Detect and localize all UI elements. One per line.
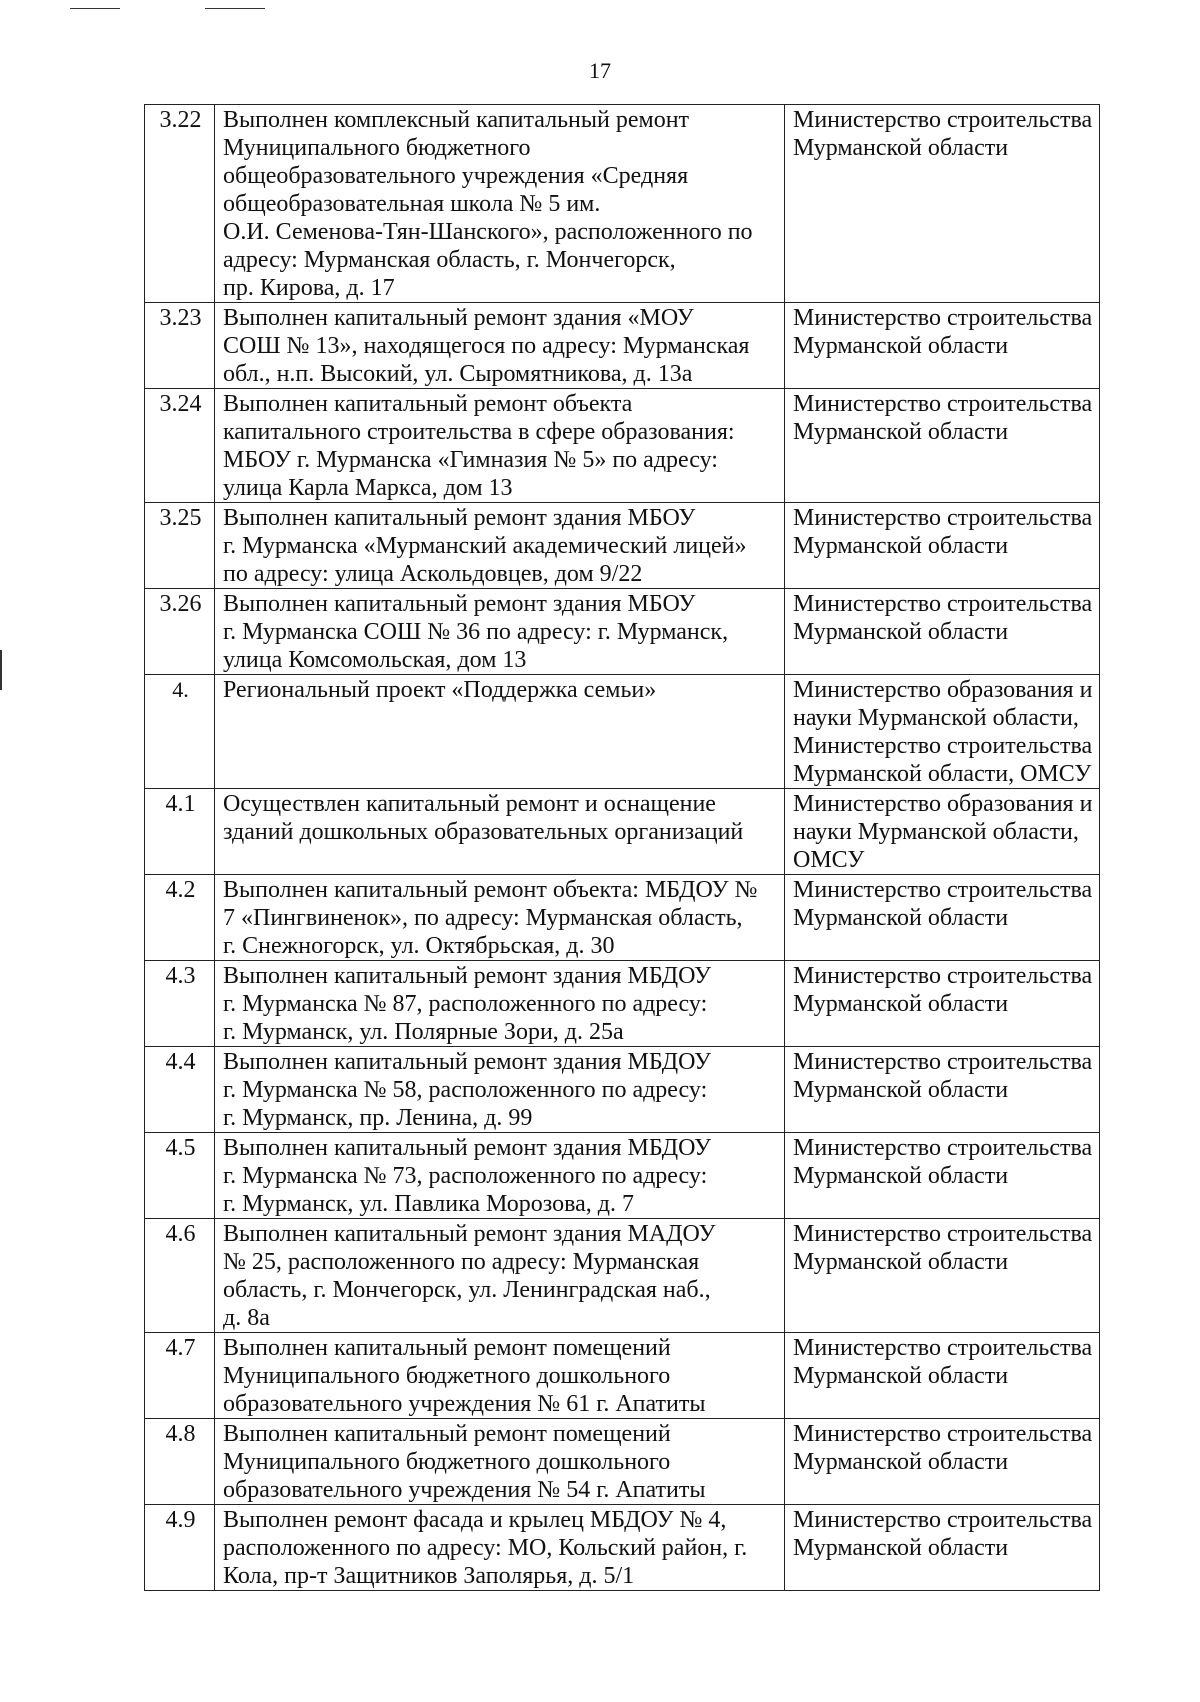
responsible-line: Министерство образования и bbox=[793, 677, 1093, 703]
description-line: Муниципального бюджетного дошкольного bbox=[223, 1449, 671, 1475]
table-row bbox=[145, 1219, 1100, 1333]
row-description bbox=[215, 303, 785, 389]
scan-line-top bbox=[205, 8, 265, 9]
description-line: 7 «Пингвиненок», по адресу: Мурманская область, bbox=[223, 905, 743, 931]
description-line: образовательного учреждения № 54 г. Апатиты bbox=[223, 1477, 706, 1503]
description-line: г. Мурманска № 73, расположенного по адресу: bbox=[223, 1163, 708, 1189]
description-line: г. Мурманска СОШ № 36 по адресу: г. Мурманск, bbox=[223, 619, 729, 645]
responsible-line: Мурманской области bbox=[793, 135, 1009, 161]
row-number: 4.3 bbox=[145, 961, 215, 1047]
description-line: г. Мурманска № 58, расположенного по адресу: bbox=[223, 1077, 708, 1103]
row-number: 4.2 bbox=[145, 875, 215, 961]
row-number: 4.7 bbox=[145, 1333, 215, 1419]
row-description bbox=[215, 1133, 785, 1219]
responsible-line: Мурманской области bbox=[793, 533, 1009, 559]
responsible-line: Мурманской области bbox=[793, 991, 1009, 1017]
responsible-line: Министерство строительства bbox=[793, 391, 1093, 417]
description-line: расположенного по адресу: МО, Кольский район, г. bbox=[223, 1535, 748, 1561]
description-line: по адресу: улица Аскольдовцев, дом 9/22 bbox=[223, 561, 643, 587]
description-line: г. Мурманска № 87, расположенного по адресу: bbox=[223, 991, 708, 1017]
row-description bbox=[215, 1219, 785, 1333]
description-line: г. Снежногорск, ул. Октябрьская, д. 30 bbox=[223, 933, 615, 959]
table-row bbox=[145, 875, 1100, 961]
row-responsible bbox=[785, 789, 1100, 875]
description-line: МБОУ г. Мурманска «Гимназия № 5» по адресу: bbox=[223, 447, 718, 473]
table-body bbox=[145, 105, 1100, 1591]
row-responsible bbox=[785, 675, 1100, 789]
description-line: СОШ № 13», находящегося по адресу: Мурманская bbox=[223, 333, 750, 359]
responsible-line: науки Мурманской области, bbox=[793, 705, 1079, 731]
description-line: пр. Кирова, д. 17 bbox=[223, 275, 395, 301]
row-description bbox=[215, 875, 785, 961]
row-number: 4.5 bbox=[145, 1133, 215, 1219]
responsible-line: Мурманской области bbox=[793, 1249, 1009, 1275]
row-responsible bbox=[785, 389, 1100, 503]
row-description bbox=[215, 961, 785, 1047]
table-row bbox=[145, 105, 1100, 303]
description-line: капитального строительства в сфере образования: bbox=[223, 419, 735, 445]
row-description bbox=[215, 389, 785, 503]
description-line: общеобразовательная школа № 5 им. bbox=[223, 191, 601, 217]
row-responsible bbox=[785, 1419, 1100, 1505]
responsible-line: Мурманской области bbox=[793, 1163, 1009, 1189]
responsible-line: Мурманской области bbox=[793, 905, 1009, 931]
row-number: 3.24 bbox=[145, 389, 215, 503]
responsible-line: Министерство строительства bbox=[793, 1221, 1093, 1247]
description-line: Муниципального бюджетного bbox=[223, 135, 531, 161]
description-line: О.И. Семенова-Тян-Шанского», расположенного по bbox=[223, 219, 753, 245]
row-responsible bbox=[785, 1505, 1100, 1591]
description-line: улица Карла Маркса, дом 13 bbox=[223, 475, 513, 501]
row-description bbox=[215, 1047, 785, 1133]
responsible-line: Министерство строительства bbox=[793, 505, 1093, 531]
row-number: 3.25 bbox=[145, 503, 215, 589]
description-line: г. Мурманска «Мурманский академический лицей» bbox=[223, 533, 747, 559]
description-line: Выполнен капитальный ремонт объекта: МБДОУ № bbox=[223, 877, 758, 903]
table-row bbox=[145, 389, 1100, 503]
description-line: Выполнен комплексный капитальный ремонт bbox=[223, 107, 690, 133]
row-responsible bbox=[785, 303, 1100, 389]
table-row bbox=[145, 789, 1100, 875]
responsible-line: науки Мурманской области, bbox=[793, 819, 1079, 845]
row-description bbox=[215, 105, 785, 303]
responsible-line: Мурманской области, ОМСУ bbox=[793, 761, 1092, 787]
scan-edge-mark bbox=[0, 650, 2, 690]
responsible-line: Мурманской области bbox=[793, 1449, 1009, 1475]
table-row bbox=[145, 1333, 1100, 1419]
table-row bbox=[145, 1505, 1100, 1591]
row-responsible bbox=[785, 875, 1100, 961]
responsible-line: Министерство строительства bbox=[793, 877, 1093, 903]
description-line: г. Мурманск, ул. Полярные Зори, д. 25а bbox=[223, 1019, 624, 1045]
page-number: 17 bbox=[589, 58, 611, 83]
description-line: Выполнен капитальный ремонт здания МБДОУ bbox=[223, 963, 712, 989]
table-row bbox=[145, 961, 1100, 1047]
description-line: Кола, пр-т Защитников Заполярья, д. 5/1 bbox=[223, 1563, 635, 1589]
responsible-line: Министерство строительства bbox=[793, 107, 1093, 133]
description-line: Муниципального бюджетного дошкольного bbox=[223, 1363, 671, 1389]
row-responsible bbox=[785, 1133, 1100, 1219]
row-number: 4.6 bbox=[145, 1219, 215, 1333]
row-description bbox=[215, 675, 785, 789]
table-row bbox=[145, 675, 1100, 789]
description-line: г. Мурманск, ул. Павлика Морозова, д. 7 bbox=[223, 1191, 634, 1217]
table-row bbox=[145, 589, 1100, 675]
responsible-line: Министерство строительства bbox=[793, 1421, 1093, 1447]
table-row bbox=[145, 303, 1100, 389]
table-row bbox=[145, 1047, 1100, 1133]
row-number: 3.22 bbox=[145, 105, 215, 303]
responsible-line: Мурманской области bbox=[793, 1363, 1009, 1389]
row-responsible bbox=[785, 1219, 1100, 1333]
responsible-line: ОМСУ bbox=[793, 847, 865, 873]
table-row bbox=[145, 1133, 1100, 1219]
description-line: зданий дошкольных образовательных организаций bbox=[223, 819, 744, 845]
responsible-line: Министерство строительства bbox=[793, 733, 1093, 759]
row-description bbox=[215, 1505, 785, 1591]
row-number: 3.23 bbox=[145, 303, 215, 389]
row-number: 4.4 bbox=[145, 1047, 215, 1133]
description-line: обл., н.п. Высокий, ул. Сыромятникова, д. 13а bbox=[223, 361, 693, 387]
table-row bbox=[145, 503, 1100, 589]
responsible-line: Министерство строительства bbox=[793, 1507, 1093, 1533]
description-line: Выполнен капитальный ремонт помещений bbox=[223, 1335, 671, 1361]
row-number: 4.9 bbox=[145, 1505, 215, 1591]
description-line: Региональный проект «Поддержка семьи» bbox=[223, 677, 657, 703]
description-line: Выполнен капитальный ремонт здания МБДОУ bbox=[223, 1049, 712, 1075]
table-row bbox=[145, 1419, 1100, 1505]
responsible-line: Министерство строительства bbox=[793, 591, 1093, 617]
row-description bbox=[215, 503, 785, 589]
row-number: 3.26 bbox=[145, 589, 215, 675]
description-line: д. 8а bbox=[223, 1305, 270, 1331]
responsible-line: Министерство строительства bbox=[793, 305, 1093, 331]
description-line: Выполнен капитальный ремонт здания МБОУ bbox=[223, 591, 696, 617]
responsible-line: Министерство строительства bbox=[793, 963, 1093, 989]
description-line: Выполнен капитальный ремонт здания МАДОУ bbox=[223, 1221, 716, 1247]
description-line: Выполнен капитальный ремонт здания «МОУ bbox=[223, 305, 694, 331]
responsible-line: Министерство образования и bbox=[793, 791, 1093, 817]
row-description bbox=[215, 1419, 785, 1505]
responsible-line: Мурманской области bbox=[793, 619, 1009, 645]
description-line: улица Комсомольская, дом 13 bbox=[223, 647, 527, 673]
responsible-line: Мурманской области bbox=[793, 1535, 1009, 1561]
responsible-line: Мурманской области bbox=[793, 419, 1009, 445]
row-number: 4.1 bbox=[145, 789, 215, 875]
description-line: образовательного учреждения № 61 г. Апатиты bbox=[223, 1391, 706, 1417]
description-line: Выполнен капитальный ремонт объекта bbox=[223, 391, 633, 417]
description-line: общеобразовательного учреждения «Средняя bbox=[223, 163, 689, 189]
row-responsible bbox=[785, 961, 1100, 1047]
description-line: Осуществлен капитальный ремонт и оснащение bbox=[223, 791, 716, 817]
row-responsible bbox=[785, 1333, 1100, 1419]
description-line: Выполнен ремонт фасада и крылец МБДОУ № 4, bbox=[223, 1507, 727, 1533]
row-description bbox=[215, 589, 785, 675]
row-responsible bbox=[785, 589, 1100, 675]
description-line: область, г. Мончегорск, ул. Ленинградская наб., bbox=[223, 1277, 711, 1303]
description-line: Выполнен капитальный ремонт здания МБДОУ bbox=[223, 1135, 712, 1161]
row-responsible bbox=[785, 105, 1100, 303]
responsible-line: Мурманской области bbox=[793, 1077, 1009, 1103]
row-number: 4. bbox=[145, 675, 215, 789]
description-line: Выполнен капитальный ремонт здания МБОУ bbox=[223, 505, 696, 531]
row-number: 4.8 bbox=[145, 1419, 215, 1505]
responsible-line: Министерство строительства bbox=[793, 1335, 1093, 1361]
description-line: № 25, расположенного по адресу: Мурманская bbox=[223, 1249, 700, 1275]
document-table bbox=[144, 104, 1100, 1591]
responsible-line: Мурманской области bbox=[793, 333, 1009, 359]
description-line: адресу: Мурманская область, г. Мончегорск, bbox=[223, 247, 676, 273]
scan-line-top-left bbox=[70, 8, 120, 9]
responsible-line: Министерство строительства bbox=[793, 1135, 1093, 1161]
row-responsible bbox=[785, 503, 1100, 589]
description-line: Выполнен капитальный ремонт помещений bbox=[223, 1421, 671, 1447]
row-responsible bbox=[785, 1047, 1100, 1133]
row-description bbox=[215, 1333, 785, 1419]
responsible-line: Министерство строительства bbox=[793, 1049, 1093, 1075]
row-description bbox=[215, 789, 785, 875]
description-line: г. Мурманск, пр. Ленина, д. 99 bbox=[223, 1105, 533, 1131]
